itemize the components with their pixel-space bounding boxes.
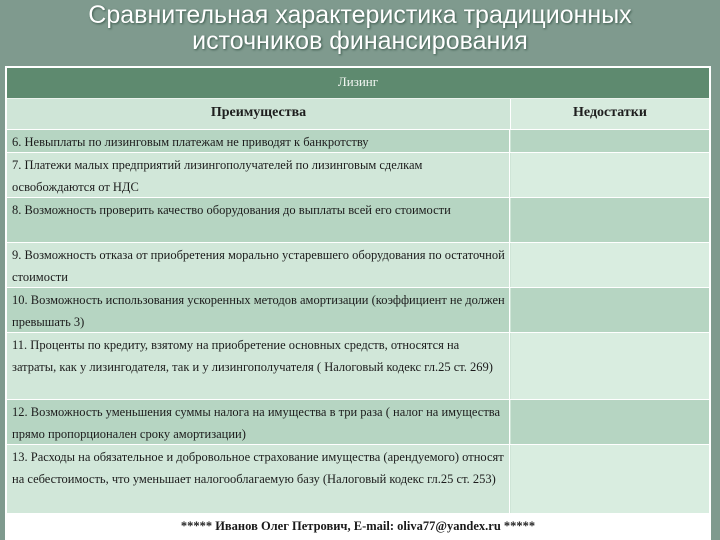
disadvantage-cell <box>511 445 709 515</box>
author-footer: ***** Иванов Олег Петрович, E-mail: oliva77@yandex.ru ***** <box>7 513 709 538</box>
advantage-cell: 10. Возможность использования ускоренных методов амортизации (коэффициент не должен превышать 3) <box>7 288 510 332</box>
column-header-disadvantages: Недостатки <box>511 99 709 129</box>
disadvantage-cell <box>511 333 709 399</box>
table-row <box>7 444 709 515</box>
disadvantage-cell <box>511 243 709 287</box>
disadvantage-cell <box>511 130 709 152</box>
advantage-cell: 8. Возможность проверить качество оборудования до выплаты всей его стоимости <box>7 198 510 242</box>
title-line-1: Сравнительная характеристика традиционных <box>88 1 632 29</box>
table-row <box>7 129 709 152</box>
table-row <box>7 197 709 242</box>
table-row <box>7 152 709 197</box>
disadvantage-cell <box>511 153 709 197</box>
section-header-leasing: Лизинг <box>7 68 709 99</box>
advantage-cell: 9. Возможность отказа от приобретения морально устаревшего оборудования по остаточной стоимости <box>7 243 510 287</box>
slide-title <box>0 2 720 54</box>
table-row <box>7 242 709 287</box>
advantage-cell: 13. Расходы на обязательное и добровольное страхование имущества (арендуемого) относят на себестоимость, что уменьшает налогооблагаемую базу (Налоговый кодекс гл.25 ст. 253) <box>7 445 510 515</box>
advantage-cell: 11. Проценты по кредиту, взятому на приобретение основных средств, относятся на затраты, как у лизингодателя, так и у лизингополучателя ( Налоговый кодекс гл.25 ст. 269) <box>7 333 510 399</box>
advantage-cell: 6. Невыплаты по лизинговым платежам не приводят к банкротству <box>7 130 510 152</box>
advantage-cell: 7. Платежи малых предприятий лизингополучателей по лизинговым сделкам освобождаются от НДС <box>7 153 510 197</box>
comparison-table <box>5 66 711 540</box>
disadvantage-cell <box>511 198 709 242</box>
column-header-advantages: Преимущества <box>7 99 511 129</box>
table-row <box>7 332 709 399</box>
title-line-2: источников финансирования <box>192 27 528 55</box>
table-row <box>7 399 709 444</box>
table-row <box>7 287 709 332</box>
advantage-cell: 12. Возможность уменьшения суммы налога на имущества в три раза ( налог на имущества прямо пропорционален сроку амортизации) <box>7 400 510 444</box>
disadvantage-cell <box>511 288 709 332</box>
disadvantage-cell <box>511 400 709 444</box>
